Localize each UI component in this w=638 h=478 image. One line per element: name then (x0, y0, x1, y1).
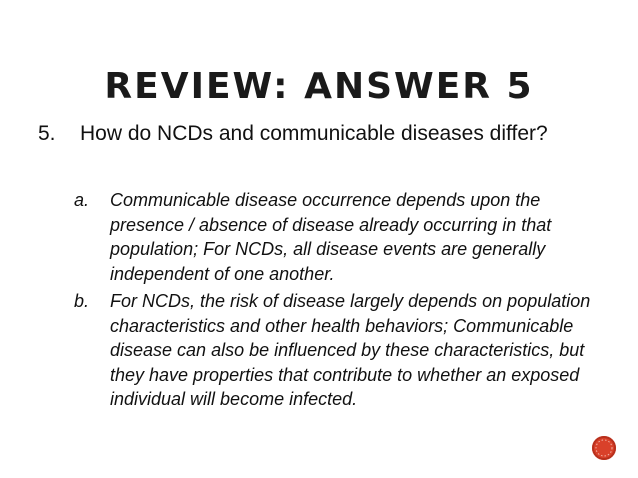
answer-letter: a. (74, 190, 90, 210)
question-number: 5. (38, 122, 56, 145)
circle-ring-icon (592, 436, 616, 460)
question-text: How do NCDs and communicable diseases differ? (80, 122, 548, 145)
question (38, 120, 598, 148)
answer-text: For NCDs, the risk of disease largely depends on population characteristics and other health behaviors; Communicable disease can also be influenced by these characteristics, but they have properties that contribute to whether an exposed individual will become infected. (110, 291, 591, 409)
next-slide-circle-icon[interactable] (592, 436, 616, 460)
answer-item-a (74, 188, 598, 286)
answer-letter: b. (74, 291, 90, 311)
answer-list (74, 188, 598, 415)
answer-text: Communicable disease occurrence depends upon the presence / absence of disease already occurring in that population; For NCDs, all disease events are generally independent of one another. (110, 190, 552, 284)
answer-item-b (74, 289, 598, 412)
slide-title: REVIEW: ANSWER 5 (104, 66, 534, 107)
